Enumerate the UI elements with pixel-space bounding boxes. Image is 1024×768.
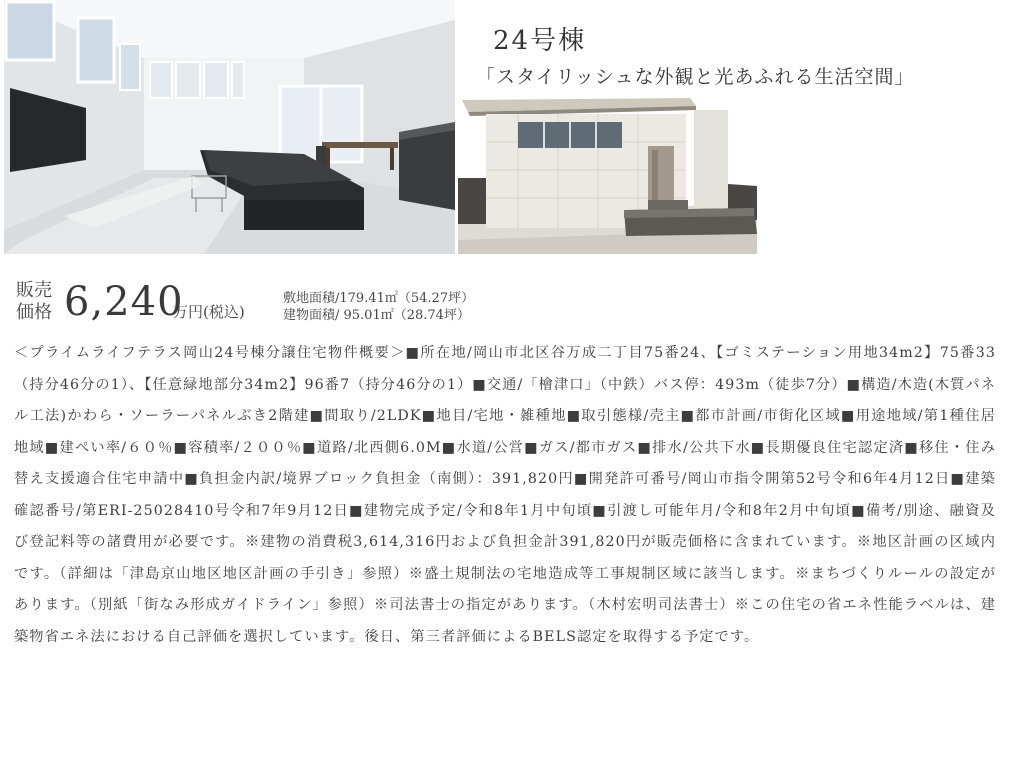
price-label	[16, 280, 60, 324]
building-tagline: 「スタイリッシュな外観と光あふれる生活空間」	[476, 66, 915, 88]
building-area: 建物面積/ 95.01㎡（28.74坪）	[283, 308, 470, 323]
property-outline-text: ＜プライムライフテラス岡山24号棟分譲住宅物件概要＞■所在地/岡山市北区谷万成二丁目75番24、【ゴミステーション用地34m2】75番33（持分46分の1）、【任意緑地部分34m2】96番7（持分46分の1）■交通/「檜津口」（中鉄）バス停：493m（徒歩7分）■構造/木造(木質パネル工法)かわら・ソーラーパネルぶき2階建■間取り/2LDK■地目/宅地・雑種地■取引態様/売主■都市計画/市街化区域■用途地域/第1種住居地域■建ぺい率/６０％■容積率/２００％■道路/北西側6.0M■水道/公営■ガス/都市ガス■排水/公共下水■長期優良住宅認定済■移住・住み替え支援適合住宅申請中■負担金内訳/境界ブロック負担金（南側）：391,820円■開発許可番号/岡山市指令開第52号令和6年4月12日■建築確認番号/第ERI-25028410号令和7年9月12日■建物完成予定/令和8年1月中旬頃■引渡し可能年月/令和8年2月中旬頃■備考/別途、融資及び登記料等の諸費用が必要です。※建物の消費税3,614,316円および負担金計391,820円が販売価格に含まれています。※地区計画の区域内です。（詳細は「津島京山地区地区計画の手引き」参照）※盛土規制法の宅地造成等工事規制区域に該当します。※まちづくりルールの設定があります。（別紙「街なみ形成ガイドライン」参照）※司法書士の指定があります。（木村宏明司法書士）※この住宅の省エネ性能ラベルは、建築物省エネ法における自己評価を選択しています。後日、第三者評価によるBELS認定を取得する予定です。	[14, 345, 996, 645]
price-label-line1: 販売	[16, 280, 52, 301]
price-label-line2: 価格	[16, 302, 52, 323]
area-info	[283, 290, 474, 324]
building-number-title: 24号棟	[493, 26, 587, 56]
price-unit: 万円(税込)	[173, 303, 245, 321]
exterior-photo	[458, 90, 757, 254]
price-amount: 6,240	[64, 279, 184, 325]
interior-photo	[4, 0, 455, 254]
land-area: 敷地面積/179.41㎡（54.27坪）	[283, 291, 475, 306]
